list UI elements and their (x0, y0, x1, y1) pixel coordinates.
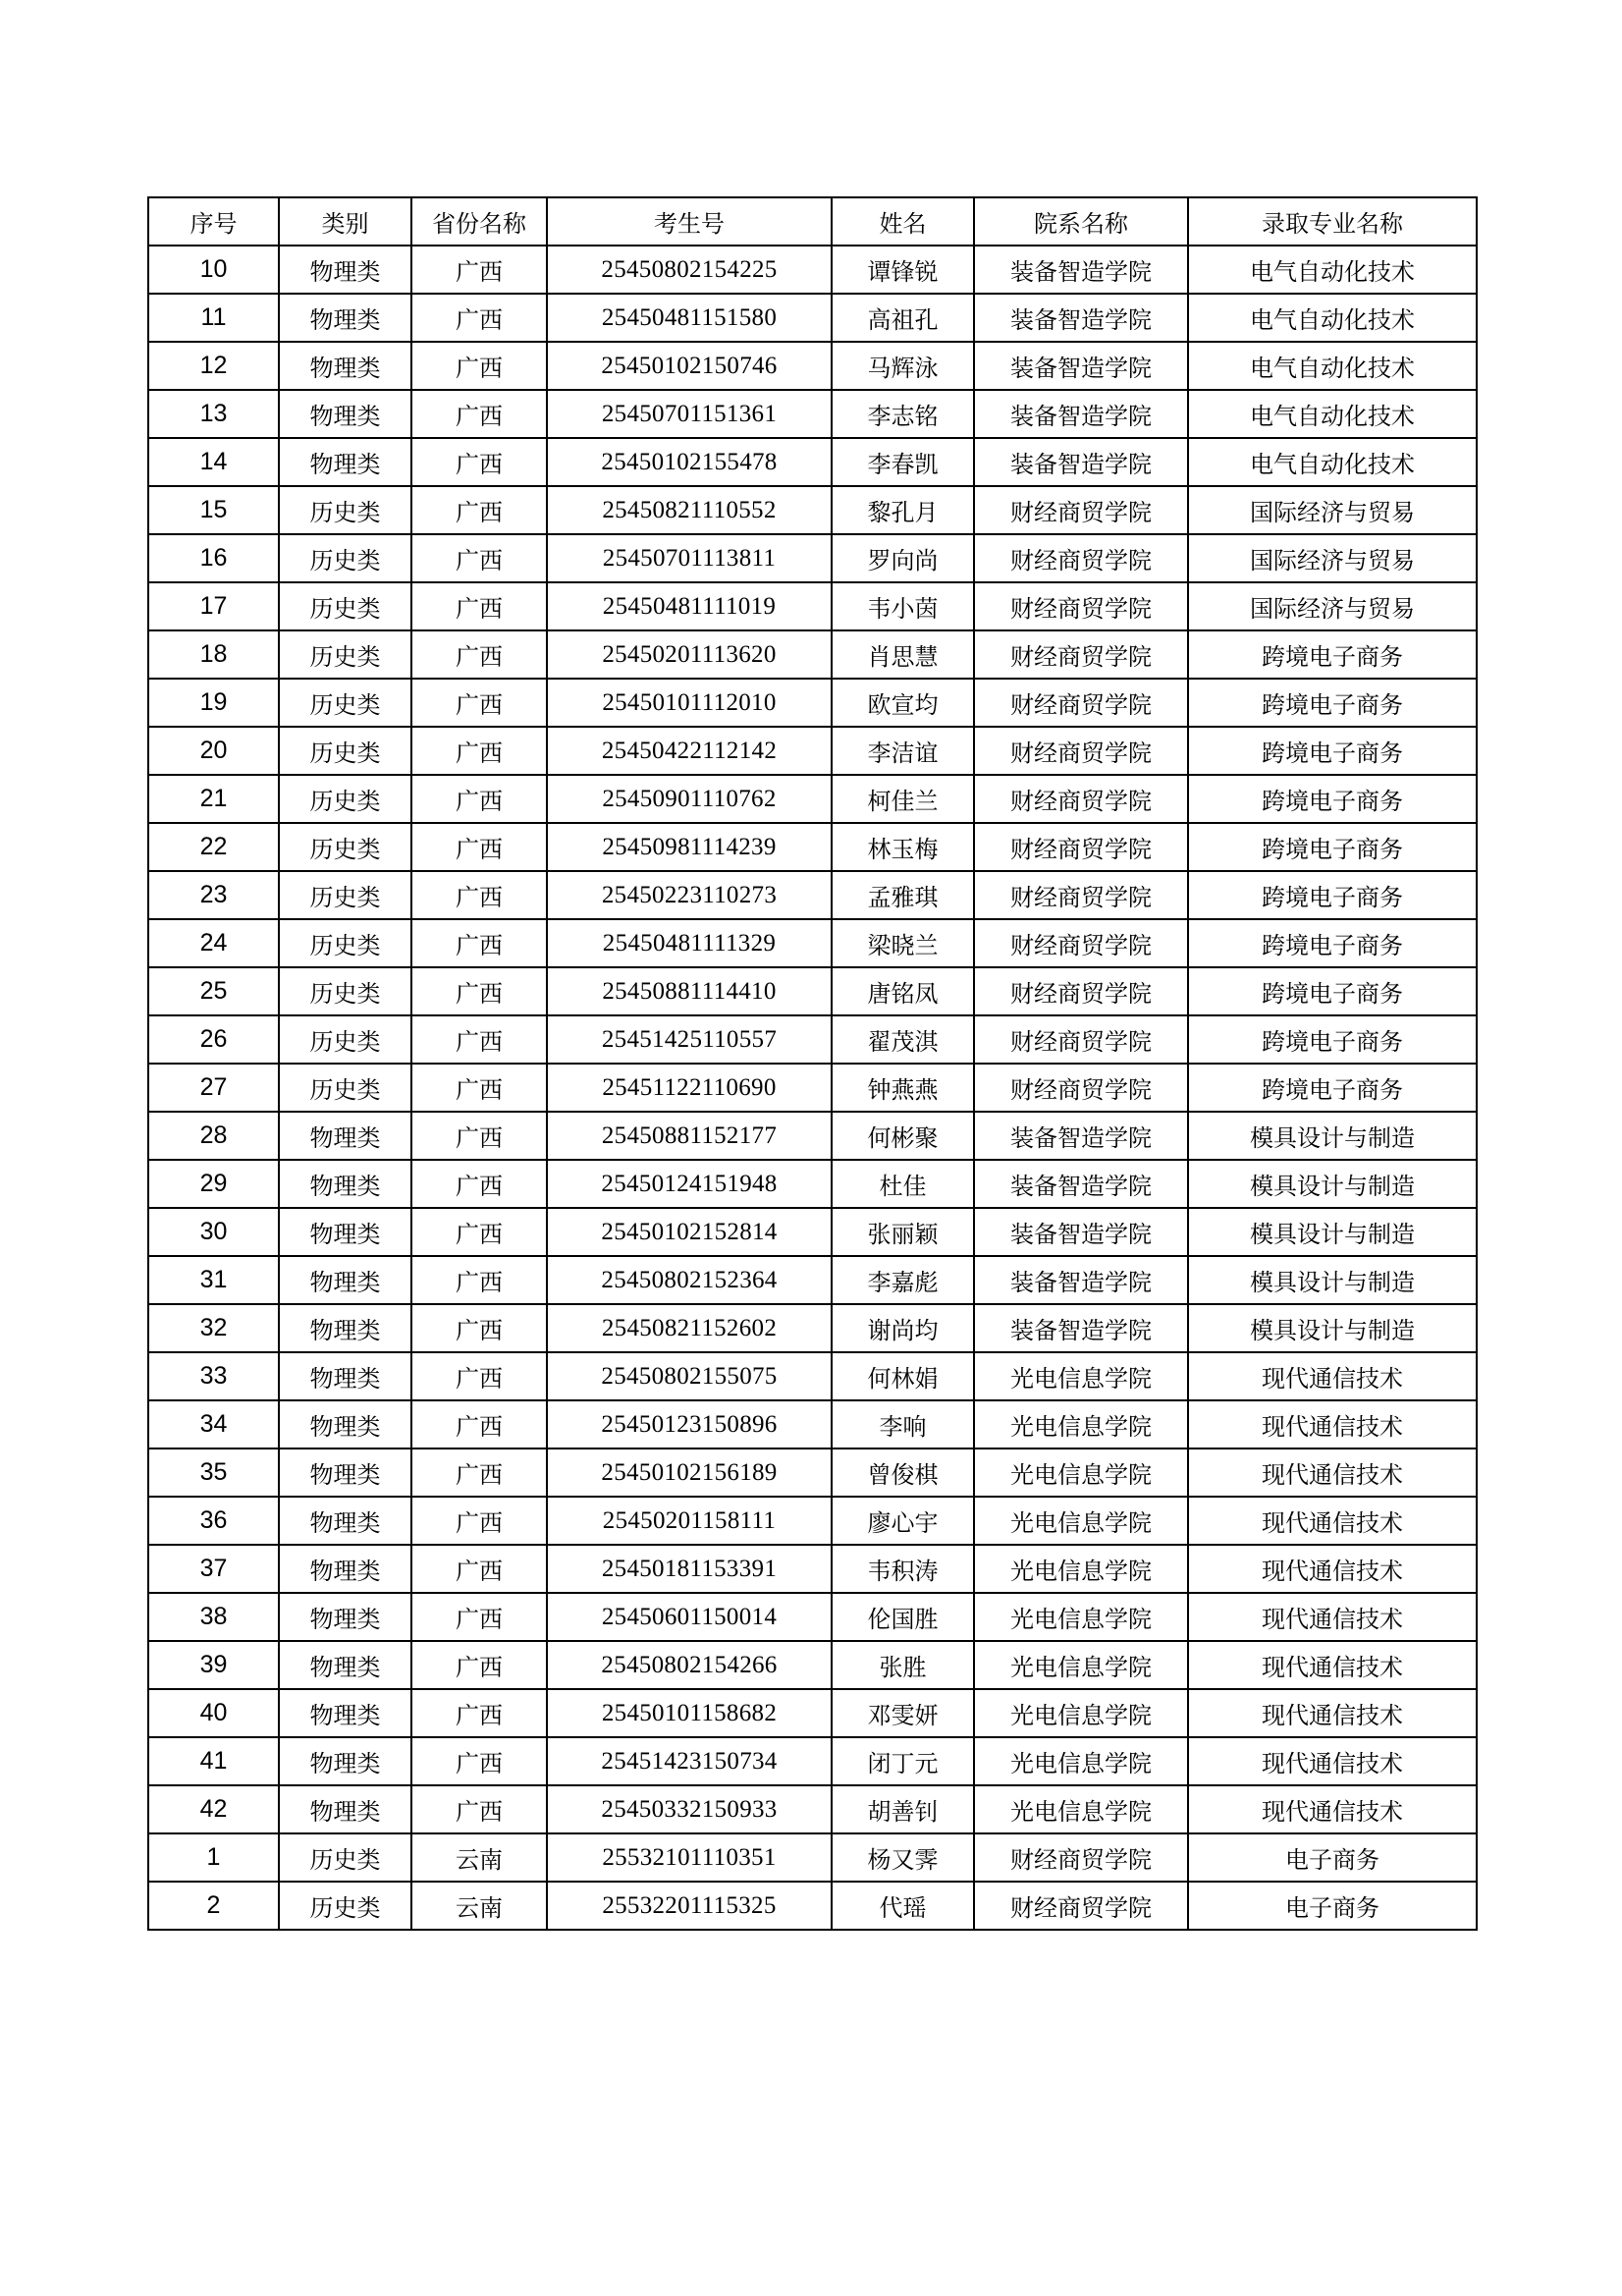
cell-name: 李春凯 (832, 438, 974, 486)
cell-category: 物理类 (279, 1304, 411, 1352)
cell-exam-id: 25450101158682 (547, 1689, 832, 1737)
cell-name: 廖心宇 (832, 1497, 974, 1545)
table-row (148, 438, 1477, 486)
cell-major: 现代通信技术 (1188, 1737, 1477, 1785)
table-row (148, 967, 1477, 1015)
cell-college: 财经商贸学院 (974, 1064, 1188, 1112)
table-row (148, 534, 1477, 582)
cell-seq: 35 (148, 1449, 279, 1497)
cell-exam-id: 25450332150933 (547, 1785, 832, 1833)
cell-college: 光电信息学院 (974, 1737, 1188, 1785)
cell-major: 国际经济与贸易 (1188, 534, 1477, 582)
header-province: 省份名称 (411, 197, 547, 246)
cell-category: 物理类 (279, 246, 411, 294)
cell-category: 物理类 (279, 1497, 411, 1545)
cell-name: 林玉梅 (832, 823, 974, 871)
header-name: 姓名 (832, 197, 974, 246)
cell-seq: 33 (148, 1352, 279, 1400)
cell-name: 曾俊棋 (832, 1449, 974, 1497)
cell-province: 广西 (411, 1737, 547, 1785)
cell-exam-id: 25450601150014 (547, 1593, 832, 1641)
cell-category: 历史类 (279, 486, 411, 534)
cell-name: 唐铭凤 (832, 967, 974, 1015)
cell-province: 广西 (411, 1785, 547, 1833)
cell-seq: 42 (148, 1785, 279, 1833)
cell-exam-id: 25450901110762 (547, 775, 832, 823)
cell-college: 财经商贸学院 (974, 534, 1188, 582)
table-row (148, 1400, 1477, 1449)
cell-college: 财经商贸学院 (974, 486, 1188, 534)
table-row (148, 919, 1477, 967)
cell-name: 韦小茵 (832, 582, 974, 630)
cell-province: 广西 (411, 1449, 547, 1497)
admission-list-sheet (147, 196, 1476, 1931)
cell-name: 黎孔月 (832, 486, 974, 534)
cell-province: 广西 (411, 438, 547, 486)
cell-college: 光电信息学院 (974, 1497, 1188, 1545)
cell-exam-id: 25450881152177 (547, 1112, 832, 1160)
cell-exam-id: 25450481111329 (547, 919, 832, 967)
cell-seq: 14 (148, 438, 279, 486)
cell-seq: 2 (148, 1882, 279, 1930)
table-row (148, 823, 1477, 871)
cell-category: 历史类 (279, 1833, 411, 1882)
cell-name: 何林娟 (832, 1352, 974, 1400)
cell-seq: 17 (148, 582, 279, 630)
cell-name: 罗向尚 (832, 534, 974, 582)
cell-major: 现代通信技术 (1188, 1689, 1477, 1737)
table-row (148, 486, 1477, 534)
cell-seq: 39 (148, 1641, 279, 1689)
cell-seq: 1 (148, 1833, 279, 1882)
cell-name: 梁晓兰 (832, 919, 974, 967)
cell-exam-id: 25450481111019 (547, 582, 832, 630)
cell-name: 张胜 (832, 1641, 974, 1689)
cell-name: 李洁谊 (832, 727, 974, 775)
cell-major: 跨境电子商务 (1188, 727, 1477, 775)
cell-major: 跨境电子商务 (1188, 679, 1477, 727)
cell-category: 物理类 (279, 1641, 411, 1689)
cell-exam-id: 25450481151580 (547, 294, 832, 342)
cell-exam-id: 25450821152602 (547, 1304, 832, 1352)
cell-province: 广西 (411, 1160, 547, 1208)
header-category: 类别 (279, 197, 411, 246)
table-row (148, 1352, 1477, 1400)
table-row (148, 294, 1477, 342)
cell-province: 广西 (411, 919, 547, 967)
cell-category: 物理类 (279, 1352, 411, 1400)
cell-name: 邓雯妍 (832, 1689, 974, 1737)
cell-college: 装备智造学院 (974, 1256, 1188, 1304)
cell-category: 物理类 (279, 1256, 411, 1304)
cell-name: 代瑶 (832, 1882, 974, 1930)
cell-college: 装备智造学院 (974, 1304, 1188, 1352)
cell-major: 现代通信技术 (1188, 1400, 1477, 1449)
cell-province: 广西 (411, 1015, 547, 1064)
cell-college: 财经商贸学院 (974, 1833, 1188, 1882)
cell-category: 物理类 (279, 1400, 411, 1449)
table-header-row (148, 197, 1477, 246)
cell-category: 历史类 (279, 1064, 411, 1112)
cell-major: 模具设计与制造 (1188, 1208, 1477, 1256)
cell-category: 历史类 (279, 871, 411, 919)
table-row (148, 1064, 1477, 1112)
cell-name: 孟雅琪 (832, 871, 974, 919)
cell-major: 跨境电子商务 (1188, 630, 1477, 679)
table-row (148, 1112, 1477, 1160)
cell-exam-id: 25450422112142 (547, 727, 832, 775)
cell-college: 财经商贸学院 (974, 871, 1188, 919)
cell-name: 翟茂淇 (832, 1015, 974, 1064)
cell-college: 财经商贸学院 (974, 582, 1188, 630)
cell-college: 光电信息学院 (974, 1689, 1188, 1737)
cell-province: 广西 (411, 871, 547, 919)
table-row (148, 1304, 1477, 1352)
cell-name: 闭丁元 (832, 1737, 974, 1785)
cell-province: 广西 (411, 679, 547, 727)
cell-name: 张丽颖 (832, 1208, 974, 1256)
cell-name: 杨又霁 (832, 1833, 974, 1882)
cell-college: 装备智造学院 (974, 294, 1188, 342)
cell-category: 历史类 (279, 775, 411, 823)
table-row (148, 1641, 1477, 1689)
cell-category: 物理类 (279, 438, 411, 486)
cell-name: 李志铭 (832, 390, 974, 438)
cell-college: 财经商贸学院 (974, 967, 1188, 1015)
table-row (148, 871, 1477, 919)
cell-major: 现代通信技术 (1188, 1449, 1477, 1497)
cell-seq: 25 (148, 967, 279, 1015)
cell-name: 肖思慧 (832, 630, 974, 679)
cell-major: 模具设计与制造 (1188, 1160, 1477, 1208)
cell-exam-id: 25450802154266 (547, 1641, 832, 1689)
table-row (148, 775, 1477, 823)
table-row (148, 1160, 1477, 1208)
cell-exam-id: 25451122110690 (547, 1064, 832, 1112)
cell-category: 历史类 (279, 630, 411, 679)
cell-seq: 40 (148, 1689, 279, 1737)
cell-province: 广西 (411, 486, 547, 534)
cell-province: 广西 (411, 1641, 547, 1689)
cell-exam-id: 25450102156189 (547, 1449, 832, 1497)
cell-name: 柯佳兰 (832, 775, 974, 823)
cell-category: 历史类 (279, 1015, 411, 1064)
cell-college: 装备智造学院 (974, 1160, 1188, 1208)
cell-major: 电气自动化技术 (1188, 438, 1477, 486)
cell-seq: 16 (148, 534, 279, 582)
cell-name: 伦国胜 (832, 1593, 974, 1641)
table-row (148, 727, 1477, 775)
cell-college: 财经商贸学院 (974, 775, 1188, 823)
cell-college: 财经商贸学院 (974, 679, 1188, 727)
cell-name: 谢尚均 (832, 1304, 974, 1352)
cell-province: 广西 (411, 534, 547, 582)
table-row (148, 342, 1477, 390)
cell-major: 电气自动化技术 (1188, 390, 1477, 438)
cell-name: 何彬聚 (832, 1112, 974, 1160)
cell-major: 模具设计与制造 (1188, 1304, 1477, 1352)
cell-seq: 12 (148, 342, 279, 390)
cell-college: 装备智造学院 (974, 438, 1188, 486)
cell-category: 历史类 (279, 727, 411, 775)
cell-college: 装备智造学院 (974, 390, 1188, 438)
admission-table (147, 196, 1478, 1931)
cell-exam-id: 25450124151948 (547, 1160, 832, 1208)
cell-exam-id: 25450123150896 (547, 1400, 832, 1449)
cell-seq: 29 (148, 1160, 279, 1208)
cell-seq: 34 (148, 1400, 279, 1449)
cell-college: 财经商贸学院 (974, 630, 1188, 679)
table-row (148, 1785, 1477, 1833)
cell-name: 马辉泳 (832, 342, 974, 390)
cell-exam-id: 25451425110557 (547, 1015, 832, 1064)
cell-major: 跨境电子商务 (1188, 871, 1477, 919)
cell-name: 高祖孔 (832, 294, 974, 342)
cell-province: 广西 (411, 342, 547, 390)
cell-major: 现代通信技术 (1188, 1497, 1477, 1545)
cell-province: 广西 (411, 1497, 547, 1545)
cell-seq: 23 (148, 871, 279, 919)
cell-college: 财经商贸学院 (974, 1882, 1188, 1930)
cell-major: 现代通信技术 (1188, 1641, 1477, 1689)
cell-category: 物理类 (279, 294, 411, 342)
cell-province: 广西 (411, 294, 547, 342)
cell-seq: 18 (148, 630, 279, 679)
cell-seq: 26 (148, 1015, 279, 1064)
cell-major: 模具设计与制造 (1188, 1256, 1477, 1304)
cell-major: 现代通信技术 (1188, 1352, 1477, 1400)
cell-major: 国际经济与贸易 (1188, 486, 1477, 534)
cell-exam-id: 25450101112010 (547, 679, 832, 727)
table-row (148, 1833, 1477, 1882)
table-row (148, 582, 1477, 630)
cell-exam-id: 25450802154225 (547, 246, 832, 294)
cell-category: 物理类 (279, 1160, 411, 1208)
cell-college: 光电信息学院 (974, 1449, 1188, 1497)
cell-province: 广西 (411, 775, 547, 823)
cell-province: 广西 (411, 246, 547, 294)
cell-major: 电气自动化技术 (1188, 246, 1477, 294)
cell-seq: 28 (148, 1112, 279, 1160)
cell-seq: 37 (148, 1545, 279, 1593)
cell-province: 广西 (411, 1112, 547, 1160)
cell-major: 跨境电子商务 (1188, 823, 1477, 871)
cell-college: 光电信息学院 (974, 1785, 1188, 1833)
cell-category: 物理类 (279, 1545, 411, 1593)
cell-major: 现代通信技术 (1188, 1545, 1477, 1593)
cell-major: 电气自动化技术 (1188, 294, 1477, 342)
cell-category: 历史类 (279, 679, 411, 727)
cell-name: 钟燕燕 (832, 1064, 974, 1112)
cell-major: 电子商务 (1188, 1882, 1477, 1930)
cell-province: 广西 (411, 1689, 547, 1737)
table-row (148, 1497, 1477, 1545)
cell-exam-id: 25450201113620 (547, 630, 832, 679)
table-row (148, 1593, 1477, 1641)
cell-seq: 31 (148, 1256, 279, 1304)
cell-major: 模具设计与制造 (1188, 1112, 1477, 1160)
table-row (148, 1256, 1477, 1304)
cell-name: 杜佳 (832, 1160, 974, 1208)
cell-exam-id: 25532201115325 (547, 1882, 832, 1930)
cell-exam-id: 25450102152814 (547, 1208, 832, 1256)
cell-seq: 10 (148, 246, 279, 294)
cell-category: 物理类 (279, 1689, 411, 1737)
cell-major: 现代通信技术 (1188, 1593, 1477, 1641)
cell-major: 电气自动化技术 (1188, 342, 1477, 390)
table-row (148, 630, 1477, 679)
cell-college: 光电信息学院 (974, 1352, 1188, 1400)
cell-province: 广西 (411, 390, 547, 438)
cell-major: 国际经济与贸易 (1188, 582, 1477, 630)
cell-category: 物理类 (279, 1449, 411, 1497)
cell-college: 光电信息学院 (974, 1545, 1188, 1593)
cell-college: 财经商贸学院 (974, 727, 1188, 775)
cell-province: 云南 (411, 1882, 547, 1930)
cell-exam-id: 25450701151361 (547, 390, 832, 438)
cell-major: 跨境电子商务 (1188, 967, 1477, 1015)
cell-seq: 13 (148, 390, 279, 438)
cell-category: 历史类 (279, 582, 411, 630)
cell-college: 装备智造学院 (974, 246, 1188, 294)
cell-college: 装备智造学院 (974, 1112, 1188, 1160)
cell-exam-id: 25450102155478 (547, 438, 832, 486)
cell-category: 物理类 (279, 1785, 411, 1833)
cell-major: 跨境电子商务 (1188, 919, 1477, 967)
cell-category: 历史类 (279, 534, 411, 582)
cell-province: 广西 (411, 1352, 547, 1400)
table-row (148, 679, 1477, 727)
cell-seq: 11 (148, 294, 279, 342)
cell-province: 广西 (411, 1064, 547, 1112)
header-major: 录取专业名称 (1188, 197, 1477, 246)
cell-name: 李嘉彪 (832, 1256, 974, 1304)
header-exam-id: 考生号 (547, 197, 832, 246)
cell-exam-id: 25450701113811 (547, 534, 832, 582)
cell-name: 胡善钊 (832, 1785, 974, 1833)
cell-major: 跨境电子商务 (1188, 1015, 1477, 1064)
cell-major: 电子商务 (1188, 1833, 1477, 1882)
cell-seq: 38 (148, 1593, 279, 1641)
cell-college: 光电信息学院 (974, 1400, 1188, 1449)
cell-major: 跨境电子商务 (1188, 1064, 1477, 1112)
header-seq: 序号 (148, 197, 279, 246)
cell-category: 历史类 (279, 823, 411, 871)
cell-name: 韦积涛 (832, 1545, 974, 1593)
cell-seq: 32 (148, 1304, 279, 1352)
table-row (148, 1882, 1477, 1930)
cell-seq: 19 (148, 679, 279, 727)
cell-province: 广西 (411, 582, 547, 630)
cell-province: 广西 (411, 967, 547, 1015)
cell-exam-id: 25450802155075 (547, 1352, 832, 1400)
cell-seq: 36 (148, 1497, 279, 1545)
cell-province: 广西 (411, 1208, 547, 1256)
cell-category: 物理类 (279, 1593, 411, 1641)
cell-name: 谭锋锐 (832, 246, 974, 294)
table-row (148, 1737, 1477, 1785)
cell-category: 物理类 (279, 390, 411, 438)
cell-major: 现代通信技术 (1188, 1785, 1477, 1833)
cell-seq: 27 (148, 1064, 279, 1112)
cell-province: 广西 (411, 823, 547, 871)
cell-exam-id: 25450821110552 (547, 486, 832, 534)
cell-province: 广西 (411, 1593, 547, 1641)
table-row (148, 1545, 1477, 1593)
cell-category: 物理类 (279, 1112, 411, 1160)
cell-seq: 21 (148, 775, 279, 823)
cell-college: 财经商贸学院 (974, 823, 1188, 871)
cell-category: 历史类 (279, 919, 411, 967)
cell-name: 欧宣均 (832, 679, 974, 727)
cell-college: 装备智造学院 (974, 342, 1188, 390)
cell-exam-id: 25450802152364 (547, 1256, 832, 1304)
cell-category: 历史类 (279, 1882, 411, 1930)
cell-province: 广西 (411, 727, 547, 775)
cell-name: 李响 (832, 1400, 974, 1449)
cell-province: 云南 (411, 1833, 547, 1882)
table-body (148, 246, 1477, 1930)
header-college: 院系名称 (974, 197, 1188, 246)
cell-exam-id: 25450181153391 (547, 1545, 832, 1593)
cell-college: 装备智造学院 (974, 1208, 1188, 1256)
table-row (148, 1208, 1477, 1256)
cell-college: 光电信息学院 (974, 1641, 1188, 1689)
cell-seq: 20 (148, 727, 279, 775)
cell-seq: 24 (148, 919, 279, 967)
cell-exam-id: 25450981114239 (547, 823, 832, 871)
table-row (148, 246, 1477, 294)
cell-province: 广西 (411, 1304, 547, 1352)
table-row (148, 1449, 1477, 1497)
cell-seq: 41 (148, 1737, 279, 1785)
cell-category: 物理类 (279, 1737, 411, 1785)
cell-college: 光电信息学院 (974, 1593, 1188, 1641)
table-row (148, 1689, 1477, 1737)
cell-exam-id: 25450201158111 (547, 1497, 832, 1545)
cell-exam-id: 25532101110351 (547, 1833, 832, 1882)
cell-category: 物理类 (279, 342, 411, 390)
cell-college: 财经商贸学院 (974, 1015, 1188, 1064)
cell-seq: 22 (148, 823, 279, 871)
cell-province: 广西 (411, 1400, 547, 1449)
cell-exam-id: 25451423150734 (547, 1737, 832, 1785)
table-row (148, 390, 1477, 438)
cell-major: 跨境电子商务 (1188, 775, 1477, 823)
cell-seq: 30 (148, 1208, 279, 1256)
cell-seq: 15 (148, 486, 279, 534)
cell-exam-id: 25450881114410 (547, 967, 832, 1015)
cell-province: 广西 (411, 1545, 547, 1593)
cell-province: 广西 (411, 630, 547, 679)
cell-exam-id: 25450223110273 (547, 871, 832, 919)
table-row (148, 1015, 1477, 1064)
cell-category: 物理类 (279, 1208, 411, 1256)
cell-college: 财经商贸学院 (974, 919, 1188, 967)
cell-province: 广西 (411, 1256, 547, 1304)
cell-category: 历史类 (279, 967, 411, 1015)
cell-exam-id: 25450102150746 (547, 342, 832, 390)
